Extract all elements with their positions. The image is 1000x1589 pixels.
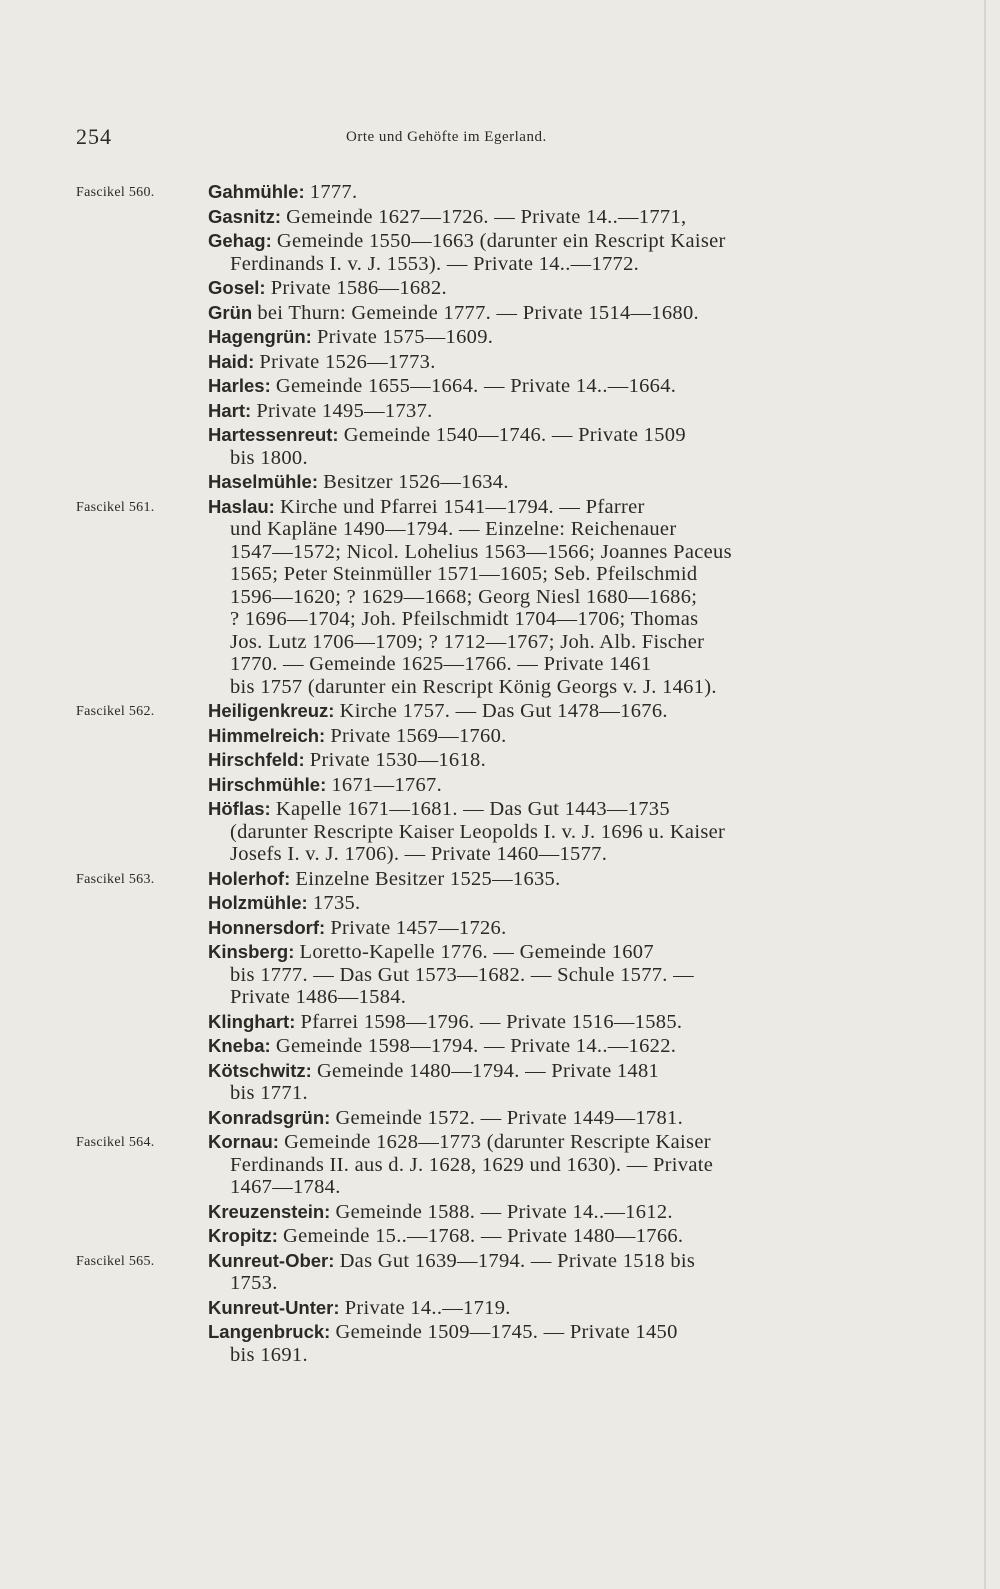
- place-name: Kneba: [208, 1035, 265, 1056]
- place-name: Honnersdorf: [208, 916, 319, 938]
- list-item: [76, 1107, 866, 1130]
- place-name: Kunreut-Unter: [208, 1296, 334, 1318]
- entry-line: Gemeinde 15..—1768. — Private 1480—1766.: [283, 1225, 684, 1247]
- place-name: Himmelreich: [208, 724, 320, 746]
- entry-line: Pfarrei 1598—1796. — Private 1516—1585.: [300, 1010, 683, 1033]
- entry-line: bis 1757 (darunter ein Rescript König Georgs v. J. 1461).: [230, 675, 717, 698]
- list-item: [76, 868, 866, 891]
- place-name: Langenbruck: [208, 1321, 325, 1342]
- entry-line: bis 1691.: [230, 1343, 308, 1366]
- entry-text: Kunreut-Ober: Das Gut 1639—1794. — Private 1518 bis 1753.: [208, 1250, 866, 1295]
- fascikel-label: Fascikel 563.: [76, 871, 155, 887]
- entry-text: Haslau: Kirche und Pfarrei 1541—1794. — Pfarrer und Kapläne 1490—1794. — Einzelne: Reichenauer 1547—1572; Nicol. Lohelius 1563—1566; Joannes Paceus 1565; Peter Steinmüller 1571—1605; Seb. Pfeilschmid 1596—1620; ? 1629—1668; Georg Niesl 1680—1686; ? 1696—1704; Joh. Pfeilschmidt 1704—1706; Thomas Jos. Lutz 1706—1709; ? 1712—1767; Joh. Alb. Fischer 1770. — Gemeinde 1625—1766. — Private 1461 bis 1757 (darunter ein Rescript König Georgs v. J. 1461).: [208, 496, 866, 699]
- fascikel-label: Fascikel 565.: [76, 1253, 155, 1269]
- list-item: [76, 302, 866, 325]
- place-name: Hagengrün: [208, 326, 306, 347]
- entry-line: Private 1586—1682.: [270, 277, 447, 299]
- entry-line: Private 1530—1618.: [309, 749, 486, 771]
- entry-line: Gemeinde 1655—1664. — Private 14..—1664.: [275, 375, 677, 397]
- list-item: [76, 400, 866, 423]
- list-item: [76, 326, 866, 349]
- entry-text: Konradsgrün: Gemeinde 1572. — Private 1449—1781.: [208, 1106, 684, 1129]
- entry-text: Hagengrün: Private 1575—1609.: [208, 326, 494, 348]
- entry-text: Himmelreich: Private 1569—1760.: [208, 724, 507, 747]
- place-name: Klinghart: [208, 1010, 290, 1032]
- entry-line: bis 1771.: [230, 1082, 308, 1104]
- entry-line: Loretto-Kapelle 1776. — Gemeinde 1607: [299, 941, 654, 963]
- list-item: [76, 1011, 866, 1034]
- entry-line: Private 1486—1584.: [230, 986, 407, 1008]
- place-name: Kunreut-Ober: [208, 1249, 329, 1271]
- entry-line: 1467—1784.: [230, 1176, 341, 1198]
- list-item: [76, 725, 866, 748]
- entry-text: Höflas: Kapelle 1671—1681. — Das Gut 1443—1735 (darunter Rescripte Kaiser Leopolds I. v. J. 1696 u. Kaiser Josefs I. v. J. 1706). — Private 1460—1577.: [208, 798, 866, 866]
- place-name: Kinsberg: [208, 941, 289, 962]
- entry-line: Ferdinands I. v. J. 1553). — Private 14..—1772.: [230, 252, 640, 275]
- page-header: [76, 124, 876, 154]
- entry-line: Gemeinde 1550—1663 (darunter ein Rescript Kaiser: [276, 230, 726, 252]
- entry-line: Gemeinde 1627—1726. — Private 14..—1771,: [286, 205, 687, 228]
- entry-text: Hirschmühle: 1671—1767.: [208, 773, 442, 796]
- entry-text: Kinsberg: Loretto-Kapelle 1776. — Gemeinde 1607 bis 1777. — Das Gut 1573—1682. — Schule 1577. — Private 1486—1584.: [208, 941, 866, 1009]
- list-item: [76, 375, 866, 398]
- list-item: [76, 700, 866, 723]
- entry-line: Das Gut 1639—1794. — Private 1518 bis: [339, 1249, 696, 1272]
- entry-text: Gahmühle: 1777.: [208, 181, 358, 203]
- list-item: [76, 1225, 866, 1248]
- list-item: [76, 1035, 866, 1058]
- list-item: [76, 424, 866, 469]
- entry-line: bei Thurn: Gemeinde 1777. — Private 1514—1680.: [257, 301, 699, 324]
- entry-text: Kornau: Gemeinde 1628—1773 (darunter Rescripte Kaiser Ferdinands II. aus d. J. 1628, 1629 und 1630). — Private 1467—1784.: [208, 1131, 866, 1199]
- list-item: [76, 892, 866, 915]
- place-name: Kreuzenstein: [208, 1200, 325, 1222]
- entry-text: Hart: Private 1495—1737.: [208, 399, 433, 422]
- entry-text: Kropitz: Gemeinde 15..—1768. — Private 1480—1766.: [208, 1225, 684, 1247]
- entry-line: 1770. — Gemeinde 1625—1766. — Private 1461: [230, 653, 652, 675]
- entry-text: Gasnitz: Gemeinde 1627—1726. — Private 14..—1771,: [208, 205, 687, 228]
- entry-line: Private 1575—1609.: [316, 326, 494, 348]
- place-name: Harles: [208, 375, 265, 396]
- fascikel-label: Fascikel 561.: [76, 499, 155, 515]
- entry-line: 1596—1620; ? 1629—1668; Georg Niesl 1680—1686;: [230, 585, 698, 608]
- entry-text: Klinghart: Pfarrei 1598—1796. — Private 1516—1585.: [208, 1010, 683, 1033]
- entry-line: Gemeinde 1509—1745. — Private 1450: [335, 1321, 678, 1343]
- list-item: [76, 1201, 866, 1224]
- entry-text: Holzmühle: 1735.: [208, 892, 361, 914]
- entry-text: Langenbruck: Gemeinde 1509—1745. — Private 1450 bis 1691.: [208, 1321, 866, 1366]
- place-name: Hirschfeld: [208, 749, 299, 770]
- list-item: [76, 774, 866, 797]
- list-item: [76, 1321, 866, 1366]
- entry-text: Haid: Private 1526—1773.: [208, 350, 436, 373]
- entry-line: Ferdinands II. aus d. J. 1628, 1629 und 1630). — Private: [230, 1153, 714, 1176]
- entry-line: 1777.: [309, 181, 358, 203]
- entry-text: Kötschwitz: Gemeinde 1480—1794. — Private 1481 bis 1771.: [208, 1060, 866, 1105]
- place-name: Grün: [208, 301, 253, 323]
- entry-line: 1735.: [312, 892, 361, 914]
- list-item: [76, 181, 866, 204]
- entry-line: Gemeinde 1540—1746. — Private 1509: [343, 424, 686, 446]
- entry-line: Jos. Lutz 1706—1709; ? 1712—1767; Joh. Alb. Fischer: [230, 630, 705, 653]
- page-number: 254: [76, 124, 112, 149]
- entry-line: Gemeinde 1572. — Private 1449—1781.: [335, 1106, 684, 1129]
- list-item: [76, 206, 866, 229]
- entry-line: Kapelle 1671—1681. — Das Gut 1443—1735: [275, 798, 670, 820]
- place-name: Kötschwitz: [208, 1059, 306, 1081]
- list-item: [76, 1297, 866, 1320]
- entry-line: Private 1457—1726.: [330, 916, 507, 939]
- entry-text: Kneba: Gemeinde 1598—1794. — Private 14..—1622.: [208, 1035, 677, 1057]
- entry-line: und Kapläne 1490—1794. — Einzelne: Reichenauer: [230, 518, 677, 540]
- entry-text: [208, 302, 866, 325]
- place-name: Kornau: [208, 1131, 273, 1152]
- place-name: Gosel: [208, 277, 260, 298]
- entry-line: bis 1777. — Das Gut 1573—1682. — Schule 1577. —: [230, 963, 694, 986]
- fascikel-label: Fascikel 560.: [76, 185, 155, 200]
- entry-line: (darunter Rescripte Kaiser Leopolds I. v. J. 1696 u. Kaiser: [230, 820, 726, 843]
- entry-text: Kreuzenstein: Gemeinde 1588. — Private 14..—1612.: [208, 1200, 673, 1223]
- place-name: Konradsgrün: [208, 1106, 325, 1128]
- place-name: Holzmühle: [208, 892, 302, 913]
- entry-line: Private 14..—1719.: [344, 1296, 511, 1319]
- entry-text: Heiligenkreuz: Kirche 1757. — Das Gut 1478—1676.: [208, 700, 668, 722]
- entry-line: Josefs I. v. J. 1706). — Private 1460—1577.: [230, 843, 608, 865]
- place-name: Gasnitz: [208, 205, 275, 227]
- list-item: [76, 471, 866, 494]
- fascikel-label: Fascikel 564.: [76, 1135, 155, 1150]
- entry-text: Gehag: Gemeinde 1550—1663 (darunter ein Rescript Kaiser Ferdinands I. v. J. 1553). — Private 14..—1772.: [208, 230, 866, 275]
- entry-line: bis 1800.: [230, 446, 308, 469]
- entry-text: Harles: Gemeinde 1655—1664. — Private 14..—1664.: [208, 375, 677, 397]
- entry-line: Gemeinde 1588. — Private 14..—1612.: [335, 1200, 673, 1223]
- place-name: Haselmühle: [208, 471, 312, 492]
- entry-line: Gemeinde 1628—1773 (darunter Rescripte Kaiser: [284, 1131, 711, 1153]
- list-item: [76, 1250, 866, 1295]
- list-item: [76, 351, 866, 374]
- list-item: [76, 798, 866, 866]
- entry-text: Hirschfeld: Private 1530—1618.: [208, 749, 486, 771]
- place-name: Hart: [208, 399, 246, 421]
- entry-line: 1565; Peter Steinmüller 1571—1605; Seb. Pfeilschmid: [230, 563, 698, 585]
- place-name: Hartessenreut: [208, 424, 333, 445]
- entry-line: Kirche und Pfarrei 1541—1794. — Pfarrer: [279, 495, 645, 518]
- place-name: Hirschmühle: [208, 773, 321, 795]
- place-name: Höflas: [208, 798, 265, 819]
- place-name: Kropitz: [208, 1225, 272, 1246]
- place-name: Gehag: [208, 230, 266, 251]
- entry-line: ? 1696—1704; Joh. Pfeilschmidt 1704—1706; Thomas: [230, 608, 699, 630]
- page-edge: [984, 0, 986, 1589]
- entry-text: Kunreut-Unter: Private 14..—1719.: [208, 1296, 511, 1319]
- entry-list: [76, 181, 866, 1368]
- entry-line: 1671—1767.: [331, 773, 442, 796]
- list-item: [76, 277, 866, 300]
- entry-line: Besitzer 1526—1634.: [323, 471, 509, 493]
- entry-line: Private 1526—1773.: [259, 350, 436, 373]
- place-name: Holerhof: [208, 867, 285, 889]
- place-name: Heiligenkreuz: [208, 700, 329, 721]
- entry-text: Haselmühle: Besitzer 1526—1634.: [208, 471, 509, 493]
- entry-line: 1753.: [230, 1272, 278, 1294]
- place-name: Haid: [208, 350, 249, 372]
- entry-line: Einzelne Besitzer 1525—1635.: [295, 867, 561, 890]
- entry-text: Holerhof: Einzelne Besitzer 1525—1635.: [208, 867, 561, 890]
- running-head: Orte und Gehöfte im Egerland.: [346, 129, 547, 145]
- fascikel-label: Fascikel 562.: [76, 704, 155, 719]
- list-item: [76, 749, 866, 772]
- entry-text: Honnersdorf: Private 1457—1726.: [208, 916, 507, 939]
- list-item: [76, 917, 866, 940]
- entry-line: Gemeinde 1480—1794. — Private 1481: [316, 1059, 660, 1082]
- list-item: [76, 1131, 866, 1199]
- entry-line: Gemeinde 1598—1794. — Private 14..—1622.: [275, 1035, 677, 1057]
- list-item: [76, 941, 866, 1009]
- entry-line: Kirche 1757. — Das Gut 1478—1676.: [339, 700, 668, 722]
- entry-line: Private 1569—1760.: [330, 724, 507, 747]
- entry-line: Private 1495—1737.: [256, 399, 433, 422]
- place-name: Haslau: [208, 495, 269, 517]
- place-name: Gahmühle: [208, 181, 299, 202]
- list-item: [76, 230, 866, 275]
- entry-line: 1547—1572; Nicol. Lohelius 1563—1566; Joannes Paceus: [230, 540, 732, 563]
- list-item: [76, 1060, 866, 1105]
- list-item: [76, 496, 866, 699]
- entry-text: Gosel: Private 1586—1682.: [208, 277, 447, 299]
- entry-text: Hartessenreut: Gemeinde 1540—1746. — Private 1509 bis 1800.: [208, 424, 866, 469]
